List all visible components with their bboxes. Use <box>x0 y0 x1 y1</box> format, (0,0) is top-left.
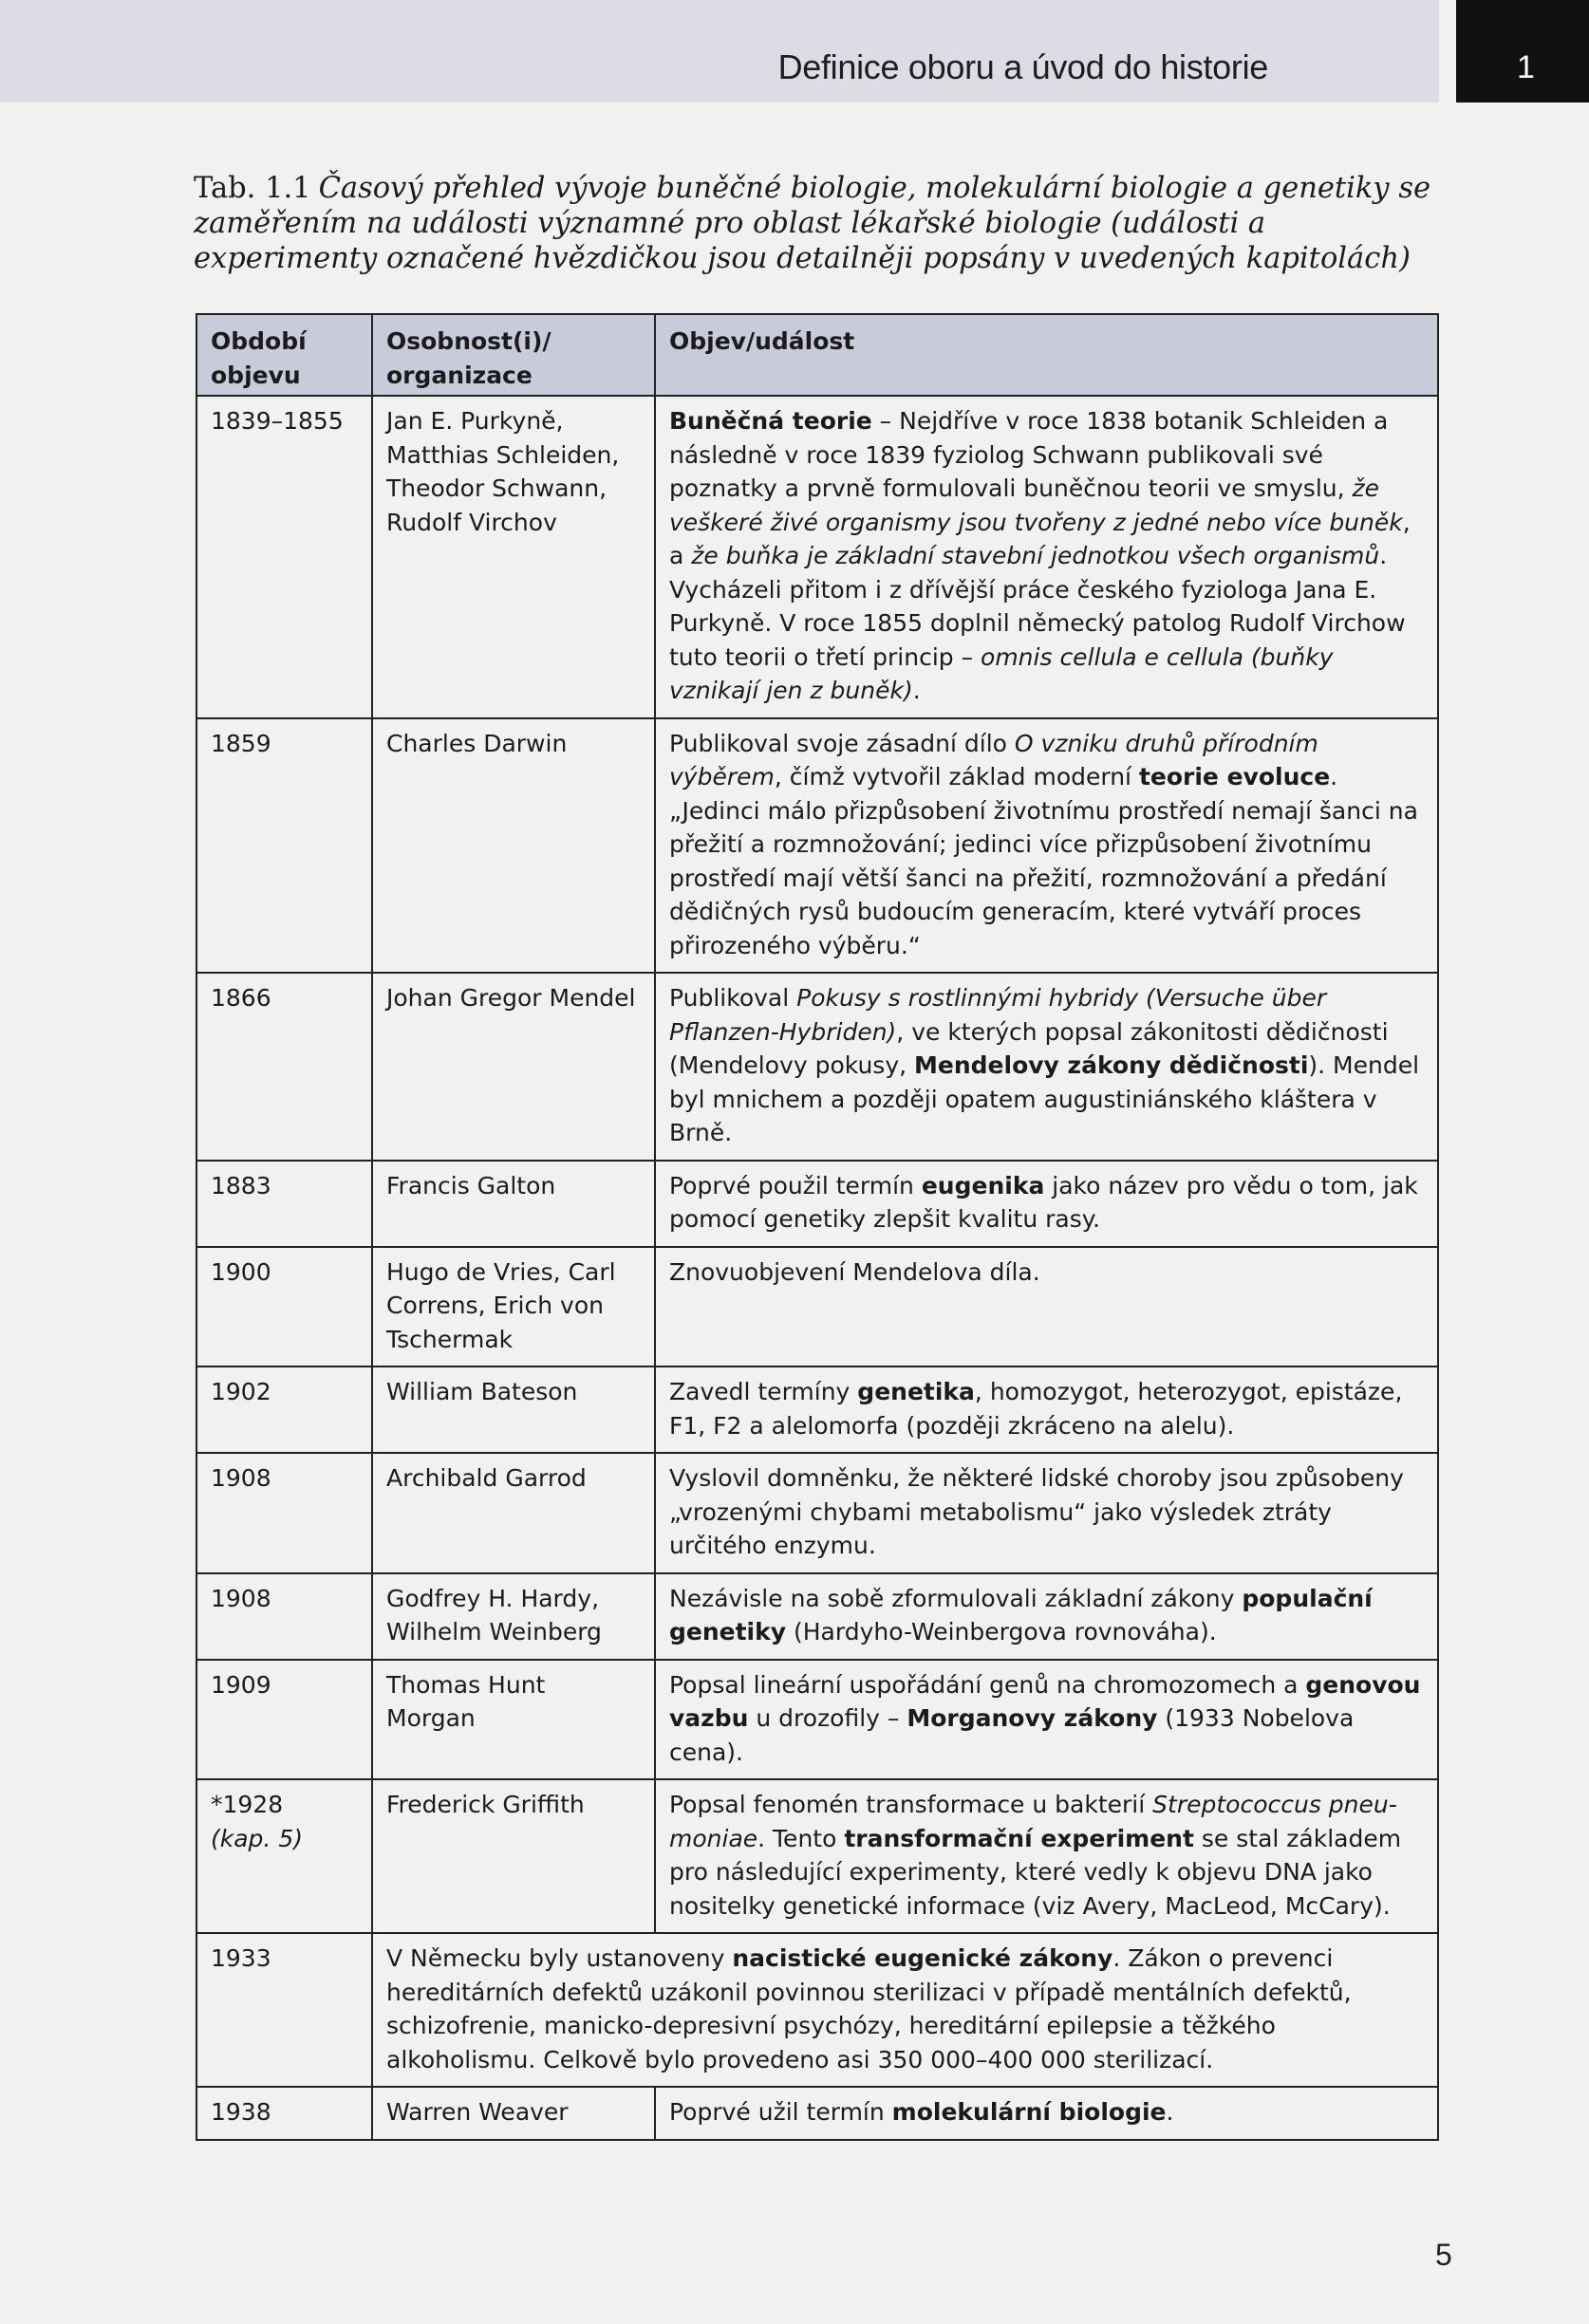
period-text: 1900 <box>211 1257 271 1286</box>
period-text: 1866 <box>211 984 271 1012</box>
header-person: Osobnost(i)/ organizace <box>372 314 655 396</box>
event-text-segment: Morganovy zákony <box>907 1704 1158 1732</box>
event-text-segment: molekulární biologie <box>891 2098 1167 2126</box>
event-text-segment: . „Jedinci málo přizpůsobení životnímu prostředí nemají šanci na přežití a rozmnožování; jedinci více přizpůsobení životnímu prostředí mají větší šanci na přežití, rozmnožování a předání dědičných rysů budoucím generacím, které vytváří proces přirozeného výběru.“ <box>669 763 1418 959</box>
event-text-segment: transformační experiment <box>844 1824 1194 1852</box>
cell-event <box>372 1933 1438 2087</box>
table-row <box>196 973 1438 1161</box>
header-event: Objev/událost <box>655 314 1438 396</box>
event-text-segment: Streptococcus pneumoniae <box>669 1791 1397 1852</box>
event-text-segment: že veškeré živé organismy jsou tvořeny z jedné nebo více buněk <box>669 474 1403 536</box>
cell-period <box>196 396 372 718</box>
cell-event <box>655 718 1438 974</box>
event-text-segment: . Vycházeli přitom i z dřívější práce českého fyziologa Jana E. Purkyně. V roce 1855 doplnil německý patolog Rudolf Virchow tuto teorii o třetí princip – <box>669 542 1406 671</box>
cell-event <box>655 1779 1438 1933</box>
event-text-segment: , ve kterých popsal zákonitosti dědičnosti (Mendelovy pokusy, <box>669 1017 1389 1079</box>
period-text: 1883 <box>211 1171 271 1199</box>
event-text-segment: Buněčná teorie <box>669 407 872 435</box>
event-text-segment: – Nejdříve v roce 1838 botanik Schleiden a následně v roce 1839 fyziolog Schwann publikovali své poznatky a prvně formulovali buněčnou teorii ve smyslu, <box>669 407 1389 502</box>
period-text: 1938 <box>211 2098 271 2126</box>
cell-person: Hugo de Vries, Carl Correns, Erich von Tschermak <box>372 1247 655 1367</box>
cell-period <box>196 1247 372 1367</box>
event-text-segment: , a <box>669 508 1411 569</box>
event-text-segment: Vyslovil domněnku, že některé lidské choroby jsou způsobeny „vrozenými chybami metabolismu“ jako výsledek ztráty určitého enzymu. <box>669 1464 1404 1559</box>
table-caption-text: Časový přehled vývoje buněčné biologie, molekulární biologie a genetiky se zaměřením na události významné pro oblast lékařské biologie (události a experimenty označené hvězdičkou jsou detailněji popsány v uvedených kapitolách) <box>194 172 1431 275</box>
cell-event <box>655 1453 1438 1573</box>
event-text-segment: . <box>912 677 921 704</box>
cell-event <box>655 1367 1438 1453</box>
cell-person: Charles Darwin <box>372 718 655 974</box>
event-text-segment: , homozygot, heterozygot, epistáze, F1, F2 a alelomorfa (později zkráceno na alelu). <box>669 1378 1403 1440</box>
table-row <box>196 1573 1438 1660</box>
cell-event <box>655 2087 1438 2140</box>
period-text: 1839–1855 <box>211 407 344 435</box>
event-text-segment: Mendelovy zákony dědičnosti <box>914 1051 1309 1079</box>
table-row <box>196 396 1438 718</box>
table-row <box>196 1367 1438 1453</box>
cell-period <box>196 1573 372 1660</box>
cell-event <box>655 396 1438 718</box>
table-row <box>196 718 1438 974</box>
event-text-segment: (1933 Nobelova cena). <box>669 1704 1355 1766</box>
event-text-segment: Popsal fenomén transformace u bakterií <box>669 1791 1153 1818</box>
event-text-segment: O vzniku druhů přírodním výběrem <box>669 729 1318 790</box>
event-text-segment: ). Mendel byl mnichem a později opatem augustiniánského kláštera v Brně. <box>669 1051 1420 1146</box>
table-body <box>196 396 1438 2140</box>
event-text-segment: Znovuobjevení Mendelova díla. <box>669 1257 1040 1286</box>
cell-person: Archibald Garrod <box>372 1453 655 1573</box>
event-text-segment: Poprvé použil termín <box>669 1171 922 1199</box>
period-text: 1908 <box>211 1584 271 1612</box>
cell-period <box>196 1367 372 1453</box>
table-row <box>196 1933 1438 2087</box>
history-table <box>196 313 1439 2141</box>
page-number: 5 <box>1435 2238 1452 2272</box>
cell-person: Godfrey H. Hardy, Wilhelm Weinberg <box>372 1573 655 1660</box>
event-text-segment: Publikoval svoje zásadní dílo <box>669 729 1015 757</box>
period-note: (kap. 5) <box>211 1824 303 1852</box>
cell-period <box>196 1161 372 1247</box>
cell-period <box>196 1660 372 1780</box>
cell-event <box>655 973 1438 1161</box>
period-text: 1902 <box>211 1378 271 1405</box>
table-row <box>196 1453 1438 1573</box>
header-period: Období objevu <box>196 314 372 396</box>
event-text-segment: Popsal lineární uspořádání genů na chromozomech a <box>669 1670 1306 1699</box>
cell-person: Jan E. Purkyně, Matthias Schleiden, Theodor Schwann, Rudolf Virchov <box>372 396 655 718</box>
period-text: 1933 <box>211 1944 271 1972</box>
cell-person: Francis Galton <box>372 1161 655 1247</box>
event-text-segment: genetika <box>857 1378 975 1405</box>
cell-period <box>196 973 372 1161</box>
event-text-segment: populační genetiky <box>669 1584 1373 1645</box>
event-text-segment: . <box>1166 2098 1174 2126</box>
cell-period <box>196 2087 372 2140</box>
event-text-segment: Publikoval <box>669 984 797 1012</box>
cell-event <box>655 1247 1438 1367</box>
table-row <box>196 1660 1438 1780</box>
cell-period <box>196 1933 372 2087</box>
event-text-segment: Nezávisle na sobě zformulovali základní zákony <box>669 1584 1243 1612</box>
event-text-segment: nacistické eugenické zákony <box>732 1944 1113 1972</box>
table-row <box>196 1779 1438 1933</box>
table-row <box>196 2087 1438 2140</box>
event-text-segment: , čímž vytvořil základ moderní <box>774 763 1139 790</box>
event-text-segment: že buňka je základní stavební jednotkou všech organismů <box>691 542 1380 569</box>
period-text: *1928 <box>211 1791 284 1818</box>
table-row <box>196 1161 1438 1247</box>
cell-period <box>196 1779 372 1933</box>
event-text-segment: omnis cellula e cellula (buňky vznikají jen z buněk) <box>669 642 1334 704</box>
table-caption <box>194 171 1456 276</box>
running-header-title: Definice oboru a úvod do historie <box>777 47 1268 86</box>
cell-person: Frederick Griffith <box>372 1779 655 1933</box>
event-text-segment: teorie evoluce <box>1138 763 1331 790</box>
event-text-segment: genovou vazbu <box>669 1670 1421 1732</box>
event-text-segment: u drozofily – <box>748 1704 907 1732</box>
cell-person: Johan Gregor Mendel <box>372 973 655 1161</box>
cell-event <box>655 1573 1438 1660</box>
cell-person: William Bateson <box>372 1367 655 1453</box>
event-text-segment: jako název pro vědu o tom, jak pomocí genetiky zlepšit kvalitu rasy. <box>669 1171 1418 1233</box>
cell-event <box>655 1161 1438 1247</box>
cell-person: Warren Weaver <box>372 2087 655 2140</box>
event-text-segment: eugenika <box>921 1171 1045 1199</box>
cell-period <box>196 1453 372 1573</box>
event-text-segment: V Německu byly ustanoveny <box>386 1944 733 1972</box>
event-text-segment: se stal základem pro následující experimenty, které vedly k objevu DNA jako nositelky genetické informace (viz Avery, MacLeod, McCary). <box>669 1824 1402 1920</box>
table-row <box>196 1247 1438 1367</box>
chapter-number: 1 <box>1517 49 1535 85</box>
cell-person: Thomas Hunt Morgan <box>372 1660 655 1780</box>
cell-period <box>196 718 372 974</box>
event-text-segment: Poprvé užil termín <box>669 2098 892 2126</box>
event-text-segment: Zavedl termíny <box>669 1378 858 1405</box>
cell-event <box>655 1660 1438 1780</box>
event-text-segment: . Tento <box>757 1824 845 1852</box>
event-text-segment: Pokusy s rostlinnými hybridy (Versuche über Pflanzen-Hybriden) <box>669 984 1327 1046</box>
chapter-number-tab <box>1456 0 1589 102</box>
period-text: 1859 <box>211 729 271 757</box>
period-text: 1908 <box>211 1464 271 1492</box>
period-text: 1909 <box>211 1670 271 1699</box>
table-caption-label: Tab. 1.1 <box>194 172 311 205</box>
event-text-segment: . Zákon o prevenci hereditárních defektů uzákonil povinnou sterilizaci v případě mentálních defektů, schizofrenie, manicko-depresivní psychózy, hereditární epilepsie a těžkého alkoholismu. Celkově bylo provedeno asi 350 000–400 000 sterilizací. <box>386 1944 1352 2073</box>
event-text-segment: (Hardyho-Weinbergova rovnováha). <box>786 1618 1217 1645</box>
header-band <box>0 0 1439 102</box>
table-header-row <box>196 314 1438 396</box>
